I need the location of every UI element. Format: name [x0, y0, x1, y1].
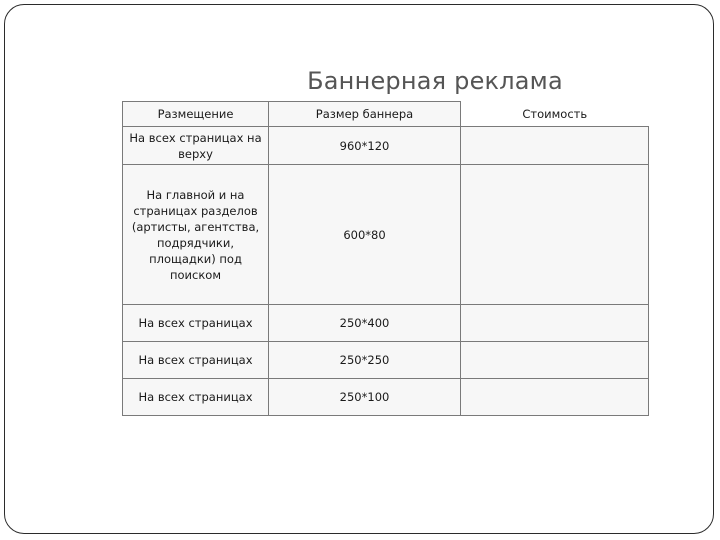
header-banner-size: Размер баннера	[269, 102, 461, 127]
size-cell: 250*250	[269, 342, 461, 379]
placement-cell: На всех страницах на верху	[123, 127, 269, 165]
table-row	[123, 127, 649, 165]
header-placement: Размещение	[123, 102, 269, 127]
size-cell: 250*400	[269, 305, 461, 342]
table-row	[123, 342, 649, 379]
size-cell: 960*120	[269, 127, 461, 165]
size-cell: 250*100	[269, 379, 461, 416]
placement-cell: На главной и на страницах разделов (артисты, агентства, подрядчики, площадки) под поиском	[123, 165, 269, 305]
placement-cell: На всех страницах	[123, 342, 269, 379]
header-cost: Стоимость	[461, 102, 649, 127]
cost-cell	[461, 305, 649, 342]
page-title: Баннерная реклама	[307, 67, 563, 95]
cost-cell	[461, 379, 649, 416]
banner-pricing-table	[122, 101, 649, 416]
table-row	[123, 165, 649, 305]
table-header-row	[123, 102, 649, 127]
placement-cell: На всех страницах	[123, 305, 269, 342]
placement-cell: На всех страницах	[123, 379, 269, 416]
cost-cell	[461, 127, 649, 165]
size-cell: 600*80	[269, 165, 461, 305]
cost-cell	[461, 165, 649, 305]
table-row	[123, 379, 649, 416]
cost-cell	[461, 342, 649, 379]
table-row	[123, 305, 649, 342]
